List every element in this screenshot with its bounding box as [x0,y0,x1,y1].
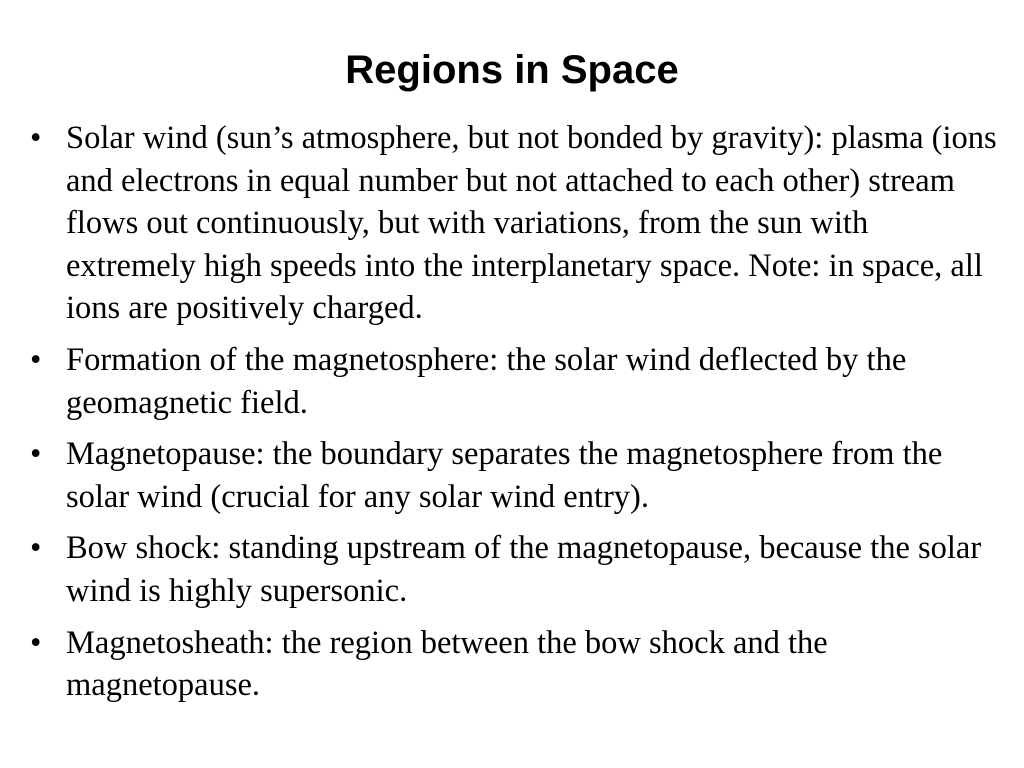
bullet-marker: • [30,624,42,661]
bullet-text: Formation of the magnetosphere: the solar wind deflected by the geomagnetic field. [66,341,907,421]
bullet-item-magnetosphere [30,339,1005,424]
bullet-marker: • [30,530,42,567]
slide-title: Regions in Space [345,48,679,92]
bullet-text: Magnetosheath: the region between the bow shock and the magnetopause. [66,624,828,704]
bullet-marker: • [30,120,42,156]
bullet-text: Solar wind (sun’s atmosphere, but not bonded by gravity): plasma (ions and electrons in equal number but not attached to each other) stream flows out continuously, but with variations, from the sun with extremely high speeds into the interplanetary space. Note: in space, all ions are positively charged. [66,120,997,327]
bullet-item-magnetosheath [30,622,1005,707]
bullet-text: Bow shock: standing upstream of the magnetopause, because the solar wind is highly supersonic. [66,530,982,609]
bullet-text: Magnetopause: the boundary separates the magnetosphere from the solar wind (crucial for any solar wind entry). [66,436,943,515]
bullet-marker: • [30,341,42,378]
bullet-list [30,117,1005,716]
bullet-item-solar-wind [30,117,1005,330]
bullet-item-magnetopause [30,433,1005,518]
bullet-marker: • [30,436,42,473]
bullet-item-bow-shock [30,527,1005,612]
